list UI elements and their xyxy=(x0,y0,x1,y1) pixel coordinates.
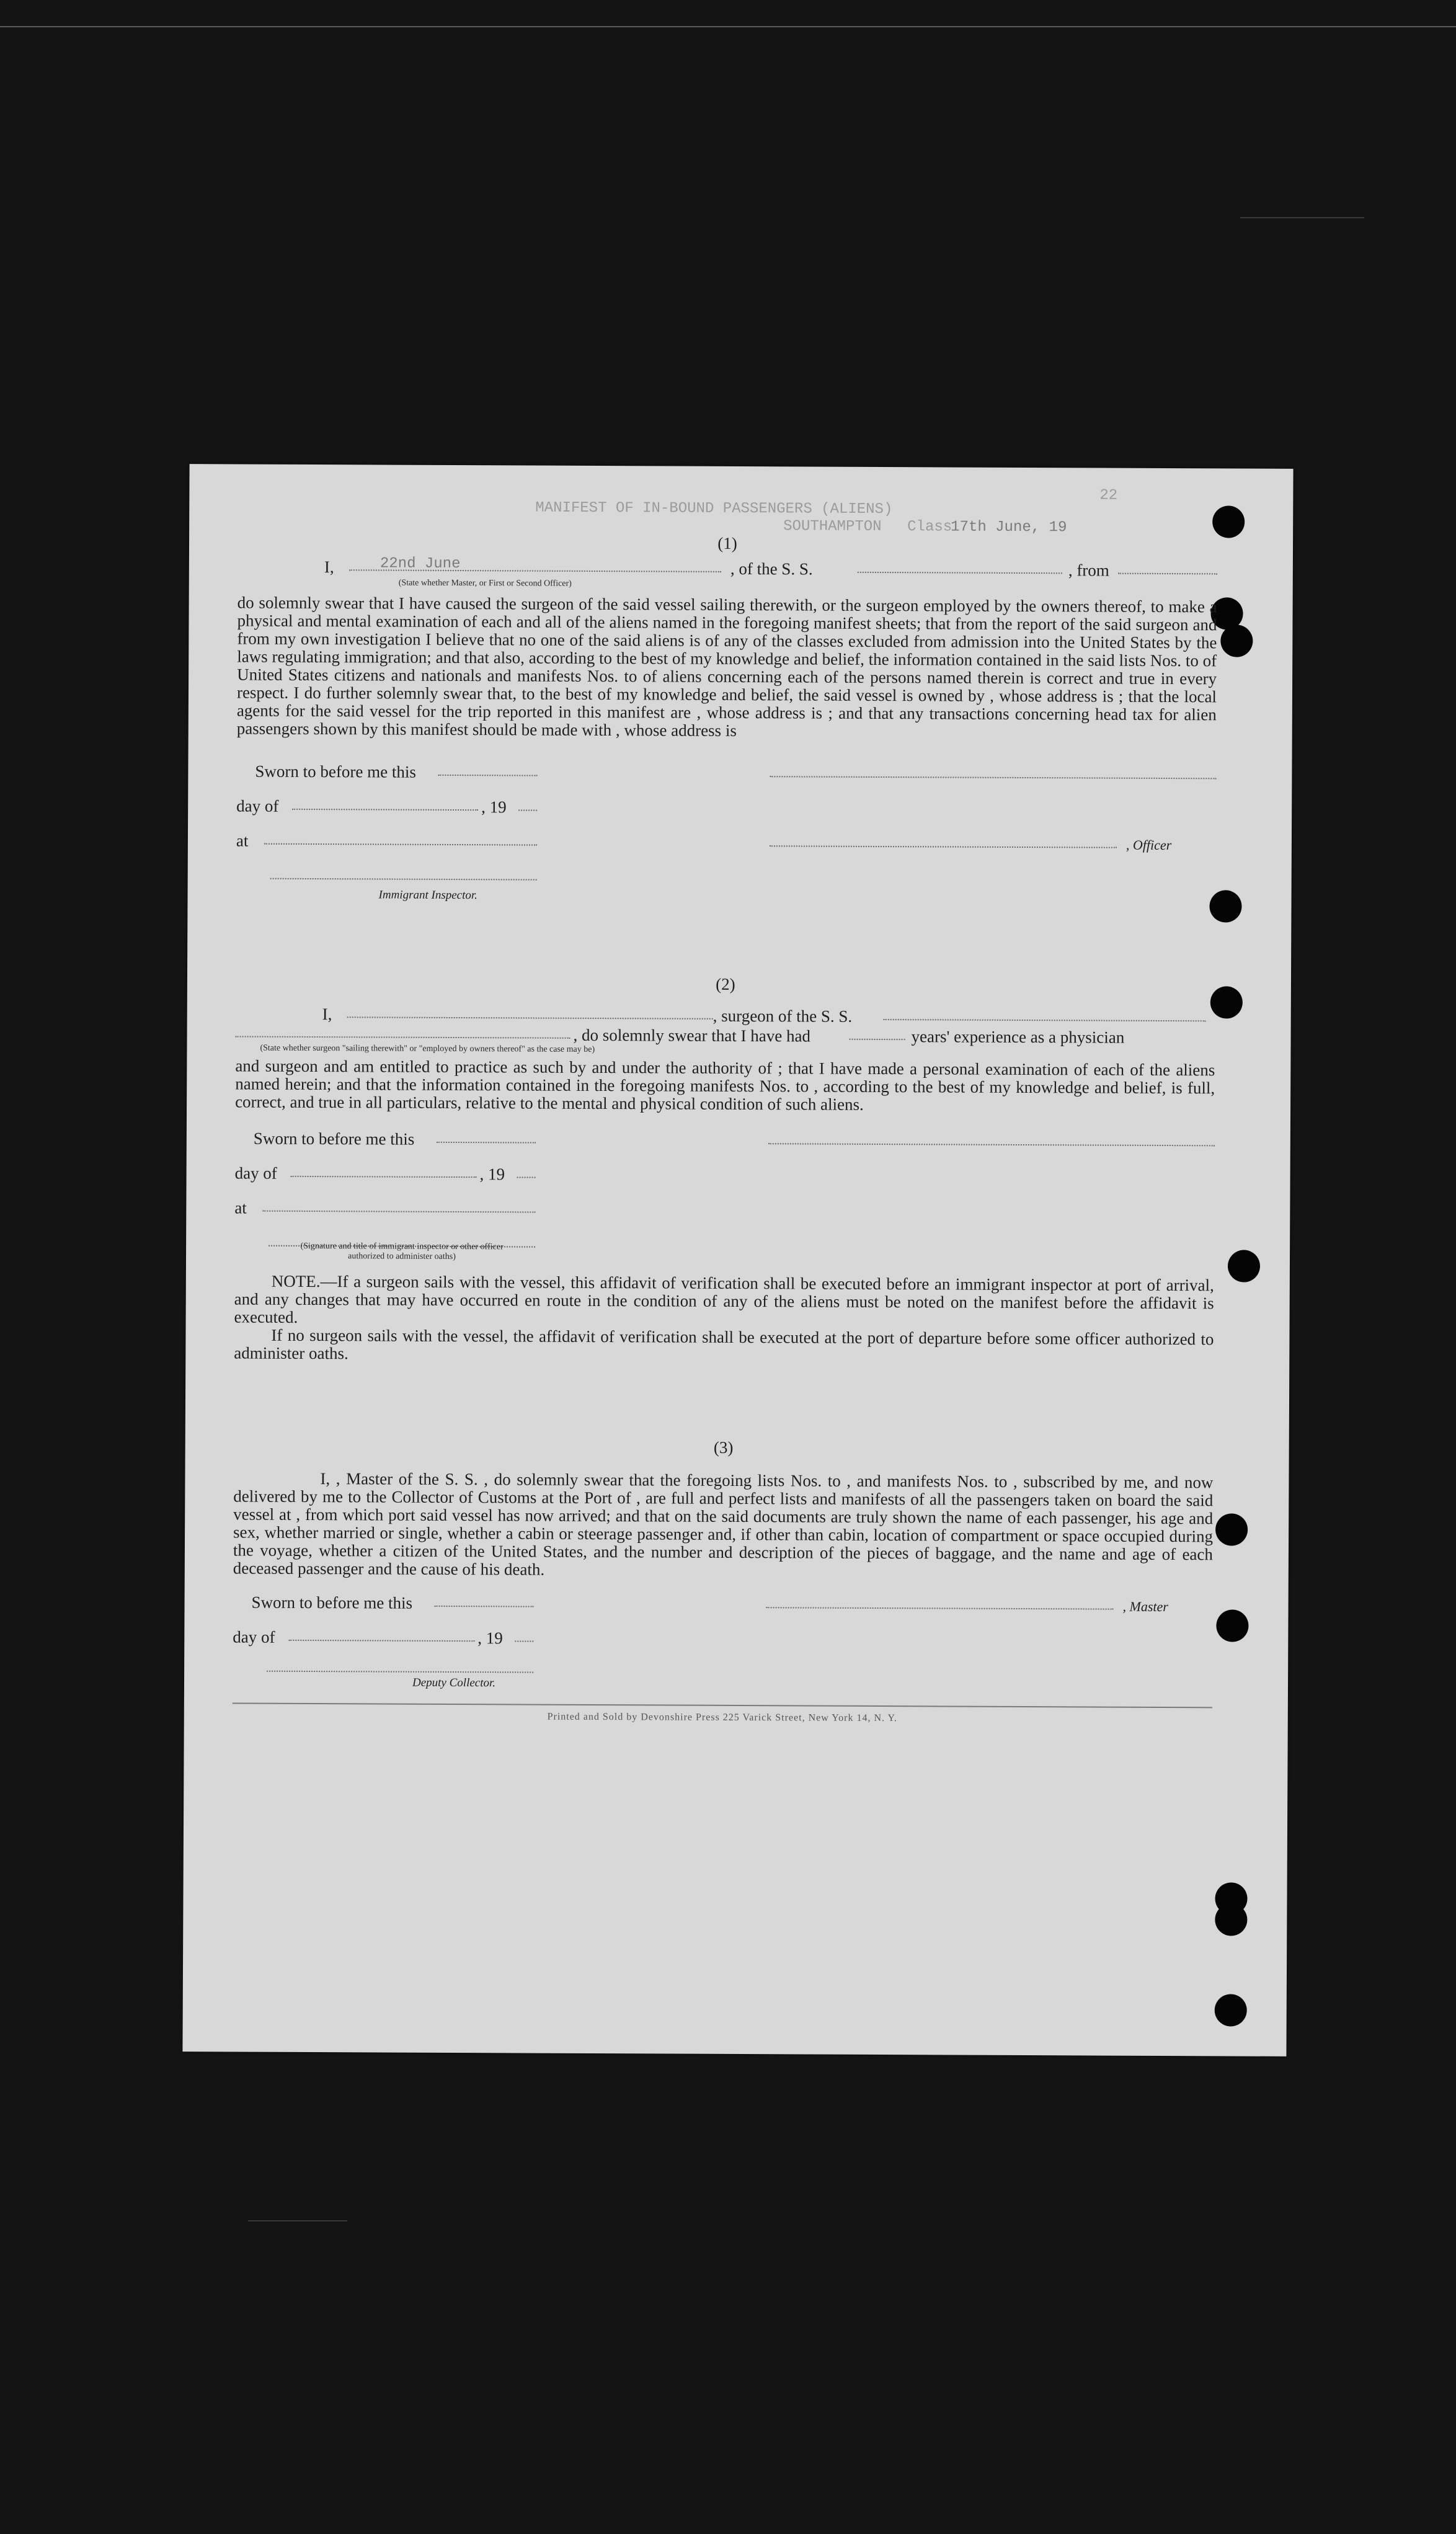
arrival-date-stamp: 22nd June xyxy=(380,555,461,573)
surgeon-ship-field xyxy=(884,1008,1206,1021)
month-field-2 xyxy=(291,1165,477,1178)
day-of-label-3: day of xyxy=(233,1627,275,1647)
manifest-page xyxy=(182,464,1293,2056)
form-content xyxy=(233,482,1218,1728)
sworn-date-field-2 xyxy=(437,1131,536,1144)
month-field-3 xyxy=(288,1629,474,1642)
master-signature-field xyxy=(766,1596,1114,1609)
officer-label: , Officer xyxy=(1125,837,1172,853)
section-3-signature-block xyxy=(233,1593,1213,1690)
stamp-port: SOUTHAMPTON xyxy=(783,518,882,535)
inspector-signature-field xyxy=(270,867,537,881)
experience-label: years' experience as a physician xyxy=(911,1027,1125,1047)
year-label-3: , 19 xyxy=(477,1629,503,1648)
years-field xyxy=(850,1028,905,1040)
surgeon-note-2: If no surgeon sails with the vessel, the affidavit of verification shall be executed at the port of departure before some officer authorized to administer oaths. xyxy=(234,1325,1214,1363)
surgeon-name-field xyxy=(347,1005,713,1020)
stamp-date: 17th June, 19 xyxy=(951,518,1067,536)
at-label-2: at xyxy=(234,1198,247,1217)
year-label: , 19 xyxy=(481,798,507,817)
binder-hole xyxy=(1215,1994,1247,2026)
at-label: at xyxy=(236,831,249,850)
place-field xyxy=(264,832,537,846)
stamp-title: MANIFEST OF IN-BOUND PASSENGERS (ALIENS) xyxy=(535,499,893,518)
surgeon-of-ship-label: , surgeon of the S. S. xyxy=(712,1006,853,1026)
surgeon-status-field xyxy=(236,1025,570,1038)
officer-signature-field xyxy=(770,765,1216,779)
film-streak xyxy=(248,2220,347,2221)
master-label: , Master xyxy=(1122,1598,1168,1615)
section-1-signature-block xyxy=(236,762,1216,915)
collector-signature-field xyxy=(267,1660,533,1673)
section-2-number: (2) xyxy=(716,974,735,994)
section-1-header-line xyxy=(237,555,1217,582)
sworn-label-2: Sworn to before me this xyxy=(253,1129,415,1149)
section-1-number: (1) xyxy=(717,533,737,553)
place-field-2 xyxy=(262,1199,535,1213)
surgeon-status-sublabel: (State whether surgeon "sailing therewith" or "employed by owners thereof" as the case may be) xyxy=(260,1043,595,1054)
day-of-label: day of xyxy=(236,796,279,816)
section-3-number: (3) xyxy=(713,1438,734,1457)
surgeon-signature-field xyxy=(768,1132,1215,1146)
year-field-3 xyxy=(515,1629,533,1642)
year-label-2: , 19 xyxy=(479,1165,505,1184)
film-streak xyxy=(0,26,1456,27)
officer-field xyxy=(770,834,1117,848)
section-2-signature-block xyxy=(234,1129,1215,1276)
day-of-label-2: day of xyxy=(234,1163,277,1183)
from-port-field xyxy=(1118,562,1217,575)
immigrant-inspector-label: Immigrant Inspector. xyxy=(378,888,477,902)
binder-hole xyxy=(1216,1609,1248,1642)
swear-experience-label: , do solemnly swear that I have had xyxy=(573,1025,811,1046)
surgeon-note-1: NOTE.—If a surgeon sails with the vessel, this affidavit of verification shall be executed before an immigrant inspector at port of arrival, and any changes that may have occurred en route in the condition of any of the aliens must be noted on the manifest before the affidavit is executed. xyxy=(234,1271,1214,1327)
sworn-date-field xyxy=(438,763,537,776)
inspector-signature-sublabel: (Signature and title of immigrant inspector or other officer authorized to administer oaths) xyxy=(300,1241,504,1262)
binder-hole xyxy=(1228,1250,1260,1282)
film-streak xyxy=(1240,217,1364,218)
of-ship-label: , of the S. S. xyxy=(730,559,813,579)
year-field xyxy=(518,798,537,811)
from-label: , from xyxy=(1068,561,1109,580)
section-1-oath-text: do solemnly swear that I have caused the surgeon of the said vessel sailing therewith, or the surgeon employed by the owners thereof, to make a physical and mental examination of each and all of the aliens named in the foregoing manifest sheets; that from the report of the said surgeon and from my own investigation I believe that no one of the said aliens is of any of the classes excluded from admission into the United States by the laws regulating immigration; and that also, according to the best of my knowledge and belief, the information contained in the said lists Nos. to of United States citizens and nationals and manifests Nos. to of aliens concerning each of the persons named therein is correct and true in every respect. I do further solemnly swear that, to the best of my knowledge and belief, the said vessel is owned by , whose address is ; that the local agents for the said vessel for the trip reported in this manifest are , whose address is ; and that any transactions concerning head tax for alien passengers shown by this manifest should be made with , whose address is xyxy=(236,593,1217,740)
sworn-date-field-3 xyxy=(435,1594,534,1607)
deputy-collector-label: Deputy Collector. xyxy=(412,1676,496,1690)
stamp-class: Class xyxy=(907,518,952,536)
section-2-oath-text: and surgeon and am entitled to practice as such by and under the authority of ; that I have made a personal examination of each of the aliens named herein; and that the information contained in the foregoing manifests Nos. to , according to the best of my knowledge and belief, is full, correct, and true in all particulars, relative to the mental and physical condition of such aliens. xyxy=(235,1056,1215,1114)
sworn-label-3: Sworn to before me this xyxy=(251,1593,413,1612)
officer-title-sublabel: (State whether Master, or First or Second Officer) xyxy=(398,578,572,589)
oath-prefix: I, xyxy=(324,558,334,577)
sworn-label: Sworn to before me this xyxy=(255,762,416,781)
binder-hole xyxy=(1215,1513,1248,1545)
page-number: 22 xyxy=(1099,487,1118,504)
printer-imprint: Printed and Sold by Devonshire Press 225 Varick Street, New York 14, N. Y. xyxy=(547,1711,897,1724)
ship-name-field xyxy=(858,561,1062,574)
month-field xyxy=(292,798,478,811)
surgeon-prefix: I, xyxy=(322,1005,332,1024)
section-3-oath-text: I, , Master of the S. S. , do solemnly swear that the foregoing lists Nos. to , and manifests Nos. to , subscribed by me, and now delivered by me to the Collector of Customs at the Port of , are full and perfect lists and manifests of all the passengers taken on board the said vessel at , from which port said vessel has now arrived; and that on the said documents are truly shown the name of each passenger, his age and sex, whether married or single, whether a cabin or steerage passenger and, if other than cabin, location of compartment or space occupied during the voyage, whether a citizen of the United States, and the number and description of the pieces of baggage, and the name and age of each deceased passenger and the cause of his death. xyxy=(233,1469,1214,1579)
header-stamp xyxy=(237,482,1217,536)
year-field-2 xyxy=(517,1165,536,1178)
binder-hole xyxy=(1215,1903,1247,1936)
binder-hole xyxy=(1220,625,1253,657)
